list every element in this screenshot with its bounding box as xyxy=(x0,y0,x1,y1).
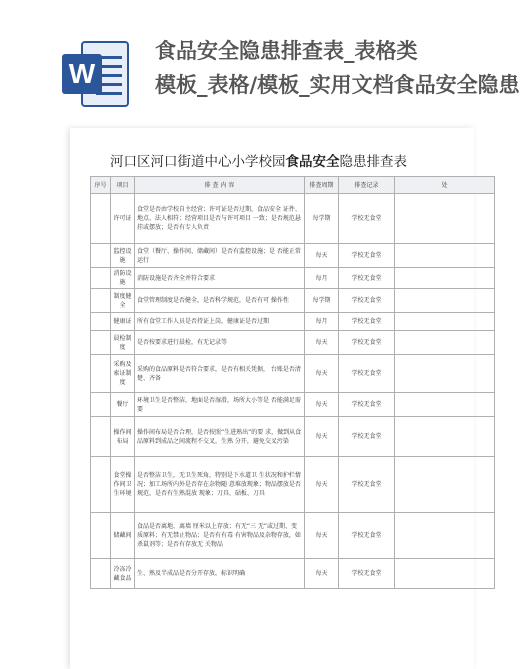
row-seq xyxy=(91,313,111,331)
row-content: 食堂是否由学校自主经营；许可证是否过期，食品安全 证件、地点、法人相符；经营项目是否与许可项目 一致；是否规范悬挂或摆放；是否有专人负责 xyxy=(135,194,305,244)
row-category: 食堂操作间卫生环境 xyxy=(111,457,135,513)
row-category: 操作间布局 xyxy=(111,417,135,457)
title-line-2: 模板_表格/模板_实用文档食品安全隐患 xyxy=(155,73,520,97)
col-header-record: 排查记录 xyxy=(339,177,395,194)
table-row xyxy=(91,244,495,268)
row-period: 每月 xyxy=(305,268,339,289)
row-seq xyxy=(91,194,111,244)
row-record: 学校无食堂 xyxy=(339,194,395,244)
row-record: 学校无食堂 xyxy=(339,457,395,513)
row-handling xyxy=(395,417,495,457)
row-handling xyxy=(395,244,495,268)
col-header-seq: 序号 xyxy=(91,177,111,194)
row-period: 每天 xyxy=(305,244,339,268)
table-row xyxy=(91,289,495,313)
row-category: 晨检制度 xyxy=(111,331,135,355)
document-sheet xyxy=(70,128,474,669)
row-seq xyxy=(91,513,111,559)
word-document-icon xyxy=(60,40,130,108)
table-row xyxy=(91,268,495,289)
row-period: 每学期 xyxy=(305,194,339,244)
row-category: 储藏间 xyxy=(111,513,135,559)
table-row xyxy=(91,393,495,417)
title-line-1: 食品安全隐患排查表_表格类 xyxy=(155,39,418,63)
row-record: 学校无食堂 xyxy=(339,313,395,331)
row-category: 消防设施 xyxy=(111,268,135,289)
document-title xyxy=(110,150,470,170)
row-record: 学校无食堂 xyxy=(339,513,395,559)
row-content: 消防设施是否齐全并符合要求 xyxy=(135,268,305,289)
row-handling xyxy=(395,457,495,513)
table-row xyxy=(91,313,495,331)
row-content: 食品是否离地、离墙 厘米以上存放；有无“三 无”或过期、变质原料；有无禁止物品；是否有有毒 有害物品及杂物存放，如杀鼠剂等；是否有存放无 关物品 xyxy=(135,513,305,559)
table-row xyxy=(91,559,495,589)
row-content: 采购的食品原料是否符合要求，是否有相关凭据， 台账是否清楚、齐备 xyxy=(135,355,305,393)
table-row xyxy=(91,417,495,457)
col-header-content: 排 查 内 容 xyxy=(135,177,305,194)
row-period: 每天 xyxy=(305,457,339,513)
row-period: 每月 xyxy=(305,313,339,331)
row-period: 每天 xyxy=(305,559,339,589)
row-category: 制度健全 xyxy=(111,289,135,313)
table-row xyxy=(91,457,495,513)
col-header-period: 排查周期 xyxy=(305,177,339,194)
row-content: 生、熟及半成品是否分开存放，标识明确 xyxy=(135,559,305,589)
row-content: 是否按要求进行晨检，有无记录等 xyxy=(135,331,305,355)
row-handling xyxy=(395,513,495,559)
row-handling xyxy=(395,559,495,589)
col-header-handling: 处 xyxy=(395,177,495,194)
row-seq xyxy=(91,268,111,289)
row-seq xyxy=(91,289,111,313)
row-period: 每天 xyxy=(305,393,339,417)
table-row xyxy=(91,331,495,355)
table-row xyxy=(91,513,495,559)
row-record: 学校无食堂 xyxy=(339,244,395,268)
row-category: 监控设施 xyxy=(111,244,135,268)
row-content: 操作间布局是否合理，是否按照“生进熟出”的要 求，做到从食品原料到成品之间流程不交叉，生熟 分开，避免交叉污染 xyxy=(135,417,305,457)
row-handling xyxy=(395,289,495,313)
row-handling xyxy=(395,355,495,393)
row-record: 学校无食堂 xyxy=(339,355,395,393)
row-seq xyxy=(91,244,111,268)
row-seq xyxy=(91,331,111,355)
row-handling xyxy=(395,331,495,355)
row-handling xyxy=(395,194,495,244)
row-content: 食堂管理制度是否健全，是否科学规范，是否有可 操作性 xyxy=(135,289,305,313)
table-row xyxy=(91,355,495,393)
title-suffix: 隐患排查表 xyxy=(339,154,407,170)
row-content: 是否整洁卫生，无卫生死角，特别是下水道卫 生状况和护栏情况；加工场所内外是否存在杂物随 意堆放现象；物品摆放是否规范，是否有生熟混放 现象；刀具、砧板、刀具 xyxy=(135,457,305,513)
row-period: 每天 xyxy=(305,417,339,457)
page-title xyxy=(155,34,520,102)
title-prefix: 河口区河口街道中心小学校园 xyxy=(110,154,286,170)
table-row xyxy=(91,194,495,244)
row-seq xyxy=(91,457,111,513)
svg-text:W: W xyxy=(68,58,96,89)
col-header-item: 项目 xyxy=(111,177,135,194)
row-content: 食堂（餐厅、操作间、储藏间）是否有监控设施；是 否能正常运行 xyxy=(135,244,305,268)
row-category: 餐厅 xyxy=(111,393,135,417)
page-header xyxy=(0,0,520,120)
row-content: 环境卫生是否整洁，地面是否湿滑，场所大小等是 否能满足需要 xyxy=(135,393,305,417)
row-seq xyxy=(91,393,111,417)
row-handling xyxy=(395,268,495,289)
title-bold: 食品安全 xyxy=(285,154,340,170)
table-header-row xyxy=(91,177,495,194)
row-period: 每天 xyxy=(305,331,339,355)
row-record: 学校无食堂 xyxy=(339,559,395,589)
row-category: 许可证 xyxy=(111,194,135,244)
row-seq xyxy=(91,417,111,457)
row-record: 学校无食堂 xyxy=(339,417,395,457)
row-record: 学校无食堂 xyxy=(339,268,395,289)
row-category: 健康证 xyxy=(111,313,135,331)
inspection-table xyxy=(90,176,495,589)
row-handling xyxy=(395,313,495,331)
table-body xyxy=(91,194,495,589)
row-record: 学校无食堂 xyxy=(339,331,395,355)
row-seq xyxy=(91,559,111,589)
row-handling xyxy=(395,393,495,417)
row-seq xyxy=(91,355,111,393)
row-record: 学校无食堂 xyxy=(339,393,395,417)
row-category: 冷冻冷藏食品 xyxy=(111,559,135,589)
row-record: 学校无食堂 xyxy=(339,289,395,313)
row-period: 每天 xyxy=(305,513,339,559)
row-period: 每天 xyxy=(305,355,339,393)
row-content: 所有食堂工作人员是否持证上岗，健康证是否过期 xyxy=(135,313,305,331)
row-category: 采购及索证制度 xyxy=(111,355,135,393)
row-period: 每学期 xyxy=(305,289,339,313)
